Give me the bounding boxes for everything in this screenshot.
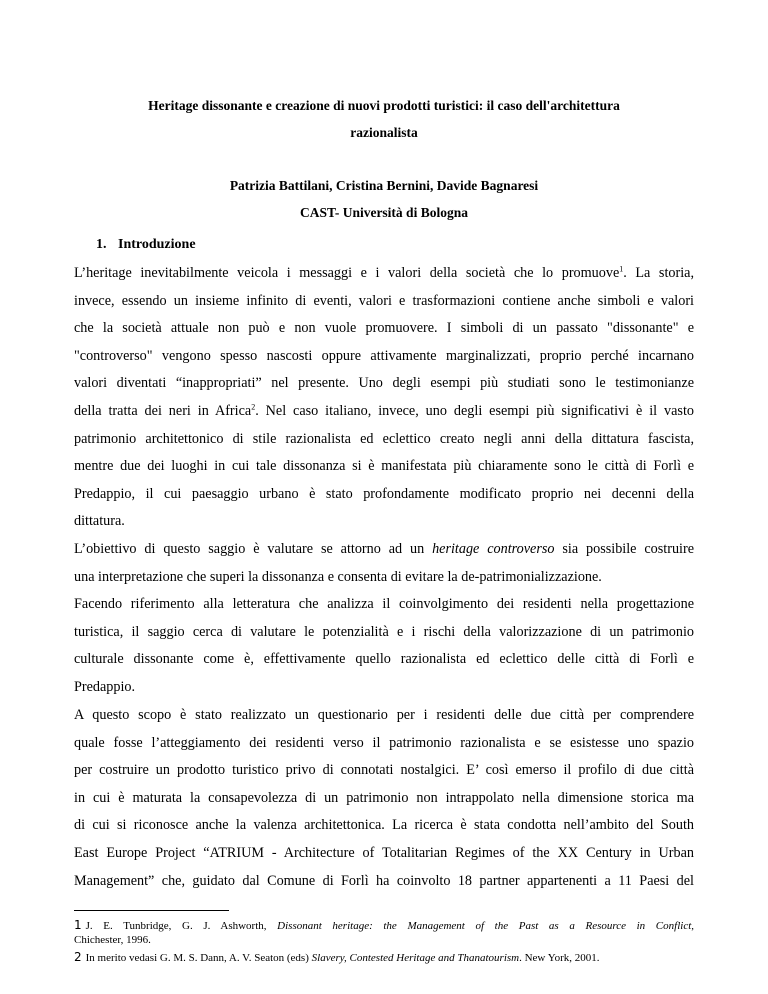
footnote-number: 2: [74, 950, 82, 964]
text-line: in cui è maturata la consapevolezza di un patrimonio non intrappolato nella dimensione storica ma: [74, 789, 694, 806]
footnote-1: [74, 918, 694, 947]
text-line: una interpretazione che superi la dissonanza e consenta di evitare la de-patrimonializzazione.: [74, 568, 602, 585]
text-line: East Europe Project “ATRIUM - Architecture of Totalitarian Regimes of the XX Century in Urban: [74, 844, 694, 861]
text-line: Predappio, il cui paesaggio urbano è stato profondamente modificato proprio nei decenni della: [74, 485, 694, 502]
text-line: turistica, il saggio cerca di valutare le potenzialità e i rischi della valorizzazione di un patrimonio: [74, 623, 694, 640]
text-line: di cui si riconosce anche la valenza architettonica. La ricerca è stata condotta nell’ambito del South: [74, 817, 694, 834]
section-title: Introduzione: [118, 237, 196, 252]
text-line: "controverso" vengono spesso nascosti oppure attivamente marginalizzati, proprio perché incarnano: [74, 347, 694, 364]
emphasis: Slavery, Contested Heritage and Thanatourism: [311, 952, 520, 964]
authors: Patrizia Battilani, Cristina Bernini, Davide Bagnaresi: [229, 178, 539, 193]
footnote-ref-2[interactable]: 2: [251, 402, 256, 412]
title-line-2: razionalista: [350, 125, 418, 140]
text-line: invece, essendo un insieme infinito di eventi, valori e trasformazioni contiene anche simboli e valori: [74, 292, 694, 309]
text-line: valori diventati “inappropriati” nel presente. Uno degli esempi più studiati sono le testimonianze: [74, 375, 694, 392]
section-heading: [96, 237, 196, 253]
text-line: L’heritage inevitabilmente veicola i messaggi e i valori della società che lo promuove$^1$. La storia,: [74, 264, 694, 281]
affiliation: CAST- Università di Bologna: [300, 205, 468, 220]
text-line: L’obiettivo di questo saggio è valutare se attorno ad un heritage controverso sia possibile costruire: [74, 541, 694, 557]
paragraph-2: [74, 536, 694, 591]
emphasis: heritage controverso: [432, 541, 555, 557]
text-line: mentre due dei luoghi in cui tale dissonanza si è manifestata più chiaramente sono le città di Forlì e: [74, 458, 694, 475]
text-line: Facendo riferimento alla letteratura che analizza il coinvolgimento dei residenti nella progettazione: [74, 596, 694, 612]
text-line: dittatura.: [74, 513, 125, 530]
footnote-ref-1[interactable]: 1: [619, 264, 624, 274]
footnote-1-line-1: 1 J. E. Tunbridge, G. J. Ashworth, Dissonant heritage: the Management of the Past as a Resource in Conflict,: [74, 918, 695, 932]
footnote-2: 2 In merito vedasi G. M. S. Dann, A. V. Seaton (eds) Slavery, Contested Heritage and Thanatourism. New York, 2001.: [74, 950, 600, 964]
text-line: Predappio.: [74, 678, 136, 695]
footnote-1-line-2: Chichester, 1996.: [74, 934, 151, 946]
footnote-separator: [74, 910, 229, 911]
section-number: 1.: [96, 237, 107, 252]
text-line: quale fosse l’atteggiamento dei residenti verso il patrimonio razionalista e se esistesse uno spazio: [74, 734, 694, 751]
title-line-1: Heritage dissonante e creazione di nuovi prodotti turistici: il caso dell'architettura: [148, 98, 620, 113]
text-line: A questo scopo è stato realizzato un questionario per i residenti delle due città per comprendere: [74, 707, 694, 723]
text-line: per costruire un prodotto turistico privo di connotati nostalgici. E’ così emerso il profilo di due città: [74, 762, 694, 779]
text-line: Management” che, guidato dal Comune di Forlì ha coinvolto 18 partner appartenenti a 11 Paesi del: [74, 872, 694, 889]
text-line: patrimonio architettonico di stile razionalista ed eclettico creato negli anni della dittatura fascista,: [74, 430, 694, 447]
paragraph-3: [74, 591, 694, 701]
paragraph-4: [74, 702, 694, 895]
text-line: culturale dissonante come è, effettivamente quello razionalista ed eclettico delle città di Forlì e: [74, 651, 694, 668]
footnote-number: 1: [74, 918, 82, 932]
emphasis: Dissonant heritage: the Management of the Past as a Resource in Conflict: [277, 920, 692, 932]
text-line: che la società attuale non può e non vuole promuovere. I simboli di un passato "dissonante" e: [74, 320, 694, 337]
text-line: della tratta dei neri in Africa$^2$. Nel caso italiano, invece, uno degli esempi più significativi è il vasto: [74, 402, 694, 419]
paragraph-1: [74, 260, 694, 536]
